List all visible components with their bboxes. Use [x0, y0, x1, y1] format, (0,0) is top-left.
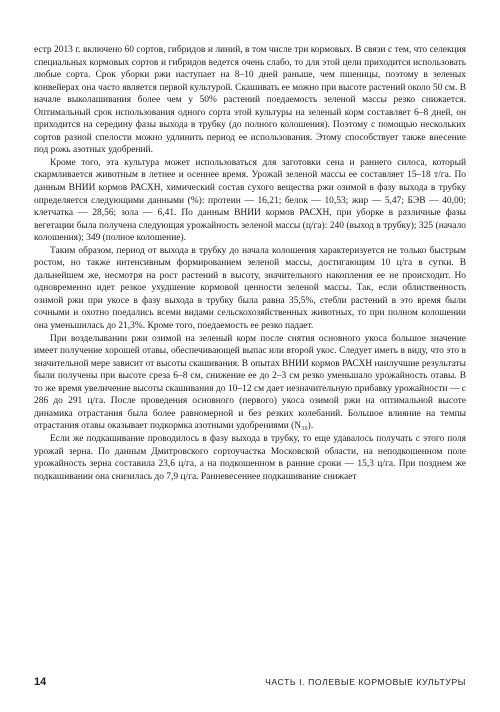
running-head: ЧАСТЬ I. ПОЛЕВЫЕ КОРМОВЫЕ КУЛЬТУРЫ — [265, 677, 466, 687]
paragraph-4: При возделывании ржи озимой на зеленый корм после снятия основного укоса большое значение имеет получение хорошей отавы, обеспечивающей выпас или второй укос. Следует иметь в виду, что это в значительной мере зависит от высоты скашивания. В опытах ВНИИ кормов РАСХН наилучшие результаты были получены при высоте среза 6–8 см, снижение ее до 2–3 см резко уменьшало урожайность отавы. В то же время увеличение высоты скашивания до 10–12 см дает незначительную прибавку урожайности — с 286 до 291 ц/га. После проведения основного (первого) укоса озимой ржи на оптимальной высоте динамика отрастания была более равномерной и без резких колебаний. Большое влияние на темпы отрастания отавы оказывает подкормка азотными удобрениями (N₃₀). — [34, 333, 466, 432]
paragraph-2: Кроме того, эта культура может использоваться для заготовки сена и раннего силоса, который скармливается животным в летнее и осеннее время. Урожай зеленой массы ее составляет 15–18 т/га. По данным ВНИИ кормов РАСХН, химический состав сухого вещества ржи озимой в фазу выхода в трубку определяется следующими данными (%): протеин — 16,21; белок — 10,53; жир — 5,47; БЭВ — 40,00; клетчатка — 28,56; зола — 6,41. По данным ВНИИ кормов РАСХН, при уборке в различные фазы вегетации была получена следующая урожайность зеленой массы (ц/га): 240 (выход в трубку); 325 (начало колошения); 349 (полное колошение). — [34, 157, 466, 244]
paragraph-1: естр 2013 г. включено 60 сортов, гибридов и линий, в том числе три кормовых. В связи с тем, что селекция специальных кормовых сортов и гибридов ведется очень слабо, то для этой цели приходится использовать любые сорта. Срок уборки ржи наступает на 8–10 дней раньше, чем пшеницы, поэтому в зеленых конвейерах она часто является первой культурой. Скашивать ее можно при высоте растений около 50 см. В начале выколашивания более чем у 50% растений поедаемость зеленой массы резко снижается. Оптимальный срок использования одного сорта этой культуры на зеленый корм составляет 6–8 дней, он приходится на середину фазы выхода в трубку (до полного колошения). Поэтому с помощью нескольких сортов разной спелости можно удлинить период ее использования. Этому способствует также внесение под рожь азотных удобрений. — [34, 45, 466, 156]
body-text — [34, 44, 466, 483]
paragraph-5: Если же подкашивание проводилось в фазу выхода в трубку, то еще удавалось получать с этого поля урожай зерна. По данным Дмитровского сортоучастка Московской области, на неподкошенном поле урожайность зерна составила 23,6 ц/га, а на подкошенном в ранние сроки — 15,3 ц/га. При позднем же подкашивании она снизилась до 7,9 ц/га. Ранневесеннее подкашивание снижает — [34, 433, 466, 482]
page-number: 14 — [34, 676, 47, 688]
paragraph-3: Таким образом, период от выхода в трубку до начала колошения характеризуется не только быстрым ростом, но также интенсивным формированием зеленой массы, достигающим 10 ц/га в сутки. В дальнейшем же, несмотря на рост растений в высоту, значительного накопления ее не происходит. Но одновременно идет резкое ухудшение кормовой ценности зеленой массы. Так, если облиственность озимой ржи при укосе в фазу выхода в трубку была равна 35,5%, стебли растений в это время были сочными и охотно поедались всеми видами сельскохозяйственных животных, то при полном колошении она уменьшилась до 21,3%. Кроме того, поедаемость ее резко падает. — [34, 245, 466, 332]
page-footer — [34, 676, 466, 692]
